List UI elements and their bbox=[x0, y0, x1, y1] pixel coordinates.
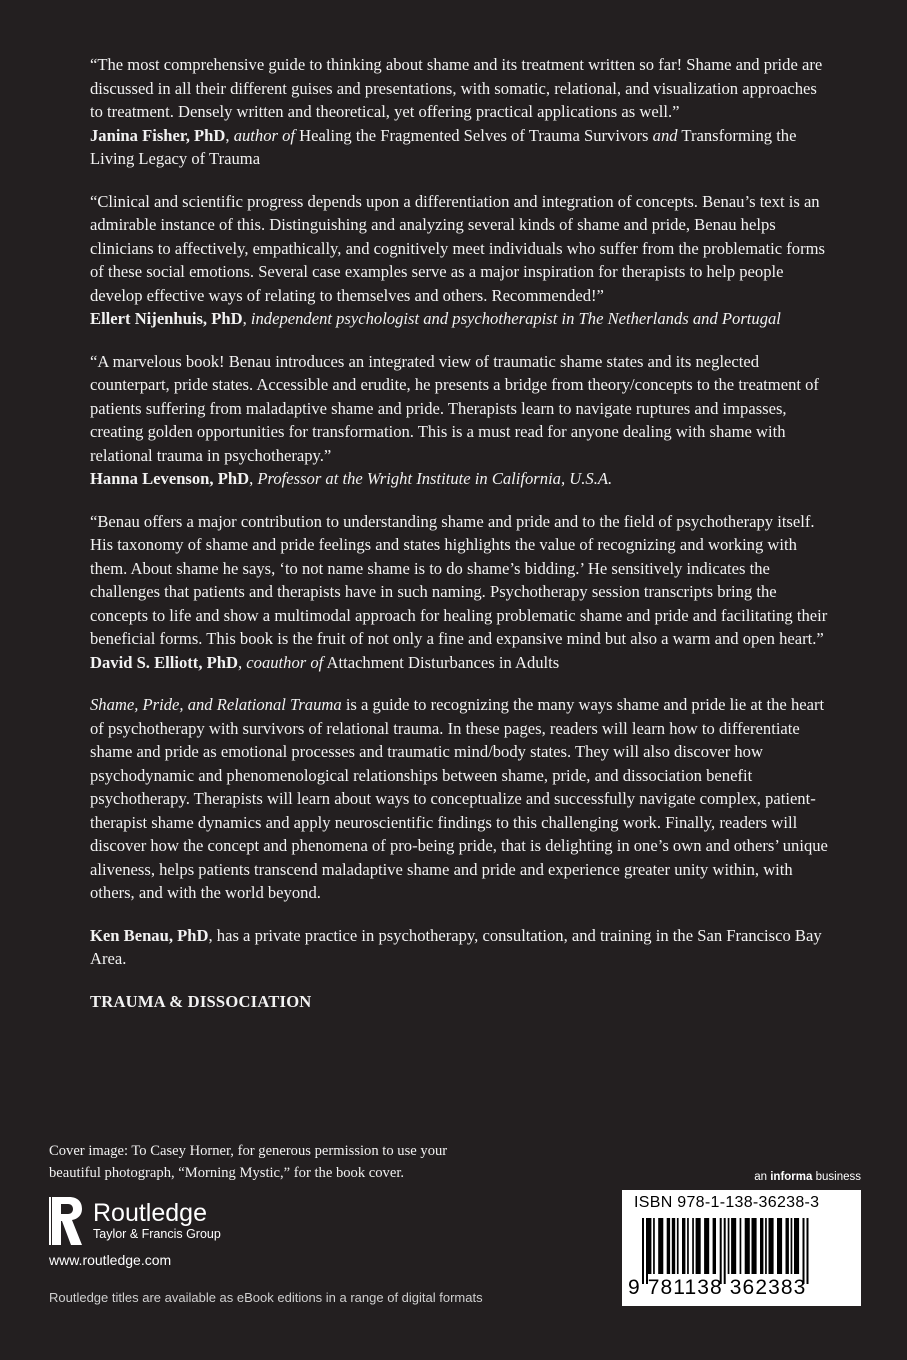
description-text: is a guide to recognizing the many ways shame and pride lie at the heart of psychotherapy with survivors of relational trauma. In these pages, readers will learn how to differentiate shame and pride as emotional processes and traumatic mind/body states. They will also discover how psychodynamic and phenomenological relationships between shame, pride, and dissociation benefit psychotherapy. Therapists will learn about ways to conceptualize and successfully navigate complex, patient-therapist shame dynamics and apply neuroscientific findings to this challenging work. Finally, readers will discover how the concept and phenomena of pro-being pride, that is delighting in one’s own and others’ unique aliveness, helps patients transcend maladaptive shame and pride and experience greater unity within, with others, and with the world beyond. bbox=[90, 695, 828, 902]
endorsement-elliott bbox=[90, 510, 830, 675]
informa-brand: informa bbox=[770, 1171, 813, 1183]
separator: , bbox=[249, 469, 258, 488]
endorsement-quote: “Clinical and scientific progress depends upon a differentiation and integration of concepts. Benau’s text is an admirable instance of this. Distinguishing and analyzing several kinds of shame and pride, Benau helps clinicians to affectively, empathically, and cognitively meet individuals who suffer from the problematic forms of these social emotions. Several case examples serve as a major inspiration for therapists to help people develop effective ways of relating to themselves and others. Recommended!” bbox=[90, 191, 825, 305]
separator: , bbox=[237, 652, 247, 672]
routledge-logo-icon bbox=[49, 1196, 83, 1246]
cover-credit bbox=[49, 1140, 519, 1184]
subject-category: TRAUMA & DISSOCIATION bbox=[90, 991, 312, 1011]
endorser-role: independent psychologist and psychotherapist in The Netherlands and Portugal bbox=[250, 309, 781, 328]
author-bio-text: , has a private practice in psychotherapy, consultation, and training in the San Francisco Bay Area. bbox=[90, 925, 822, 968]
separator: , bbox=[225, 125, 234, 145]
informa-prefix: an bbox=[754, 1171, 771, 1183]
isbn-label: ISBN 978-1-138-36238-3 bbox=[634, 1194, 820, 1211]
author-bio bbox=[90, 924, 830, 971]
separator: , bbox=[242, 309, 251, 328]
conjunction: and bbox=[652, 125, 678, 145]
endorsement-attribution bbox=[90, 124, 830, 171]
publisher-website: www.routledge.com bbox=[49, 1252, 172, 1268]
endorser-name: Janina Fisher, PhD bbox=[90, 125, 226, 145]
endorser-role: Professor at the Wright Institute in California, U.S.A. bbox=[257, 469, 613, 488]
isbn-barcode bbox=[622, 1190, 861, 1306]
endorsement-fisher bbox=[90, 53, 830, 171]
ebook-note: Routledge titles are available as eBook editions in a range of digital formats bbox=[49, 1290, 483, 1305]
endorsement-nijenhuis bbox=[90, 190, 830, 331]
endorsement-attribution bbox=[90, 467, 830, 491]
book-title: Attachment Disturbances in Adults bbox=[323, 652, 560, 672]
author-name: Ken Benau, PhD bbox=[90, 925, 209, 945]
endorsement-attribution bbox=[90, 307, 830, 331]
endorser-name: David S. Elliott, PhD bbox=[90, 652, 238, 672]
publisher-name: Routledge bbox=[93, 1199, 207, 1227]
informa-suffix: business bbox=[812, 1171, 861, 1183]
publisher-logo bbox=[49, 1196, 289, 1246]
informa-business bbox=[754, 1171, 861, 1183]
endorsement-quote: “The most comprehensive guide to thinking about shame and its treatment written so far! Shame and pride are discussed in all their different guises and presentations, with somatic, relational, and visualization approaches to treatment. Densely written and theoretical, yet offering practical applications as well.” bbox=[90, 55, 823, 121]
book-title: Shame, Pride, and Relational Trauma bbox=[90, 695, 342, 714]
endorsement-attribution bbox=[90, 651, 830, 675]
endorser-role: coauthor of bbox=[246, 652, 324, 672]
endorsement-quote: “A marvelous book! Benau introduces an integrated view of traumatic shame states and its neglected counterpart, pride states. Accessible and erudite, he presents a bridge from theory/concepts to the treatment of patients suffering from maladaptive shame and pride. Therapists learn to navigate ruptures and impasses, creating golden opportunities for transformation. This is a must read for anyone dealing with shame with relational trauma in psychotherapy.” bbox=[90, 351, 819, 465]
publisher-group: Taylor & Francis Group bbox=[93, 1227, 221, 1241]
back-cover-text bbox=[90, 53, 830, 1013]
cover-credit-line: Cover image: To Casey Horner, for generous permission to use your bbox=[49, 1143, 448, 1159]
endorsement-quote: “Benau offers a major contribution to understanding shame and pride and to the field of psychotherapy itself. His taxonomy of shame and pride feelings and states highlights the value of recognizing and working with them. About shame he says, ‘to not name shame is to do shame’s bidding.’ He sensitively indicates the challenges that patients and therapists have in such naming. Psychotherapy session transcripts bring the concepts to life and show a multimodal approach for healing problematic shame and pride and facilitating their beneficial forms. This book is the fruit of not only a fine and expansive mind but also a warm and open heart.” bbox=[90, 511, 828, 648]
barcode-digits: 9 781138 362383 bbox=[628, 1276, 807, 1299]
endorser-name: Hanna Levenson, PhD bbox=[90, 469, 250, 488]
book-title: Transforming the Living Legacy of Trauma bbox=[90, 125, 797, 168]
book-description bbox=[90, 693, 830, 905]
endorsement-levenson bbox=[90, 350, 830, 491]
cover-credit-line: beautiful photograph, “Morning Mystic,” for the book cover. bbox=[49, 1165, 405, 1181]
endorser-name: Ellert Nijenhuis, PhD bbox=[90, 309, 243, 328]
book-title: Healing the Fragmented Selves of Trauma Survivors bbox=[295, 125, 653, 145]
endorser-role: author of bbox=[233, 125, 296, 145]
logo-text bbox=[93, 1200, 221, 1242]
